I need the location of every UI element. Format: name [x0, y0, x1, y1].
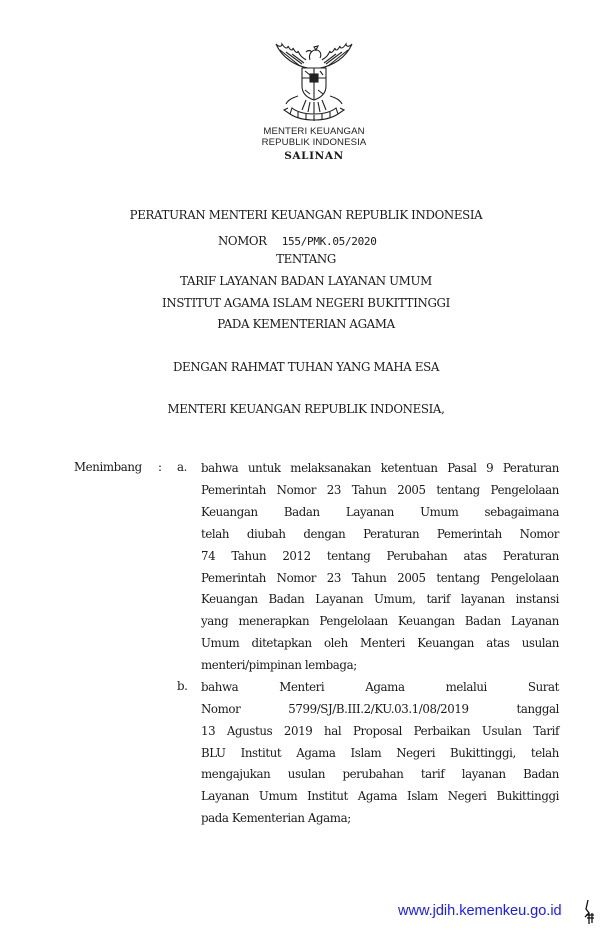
consideration-b-line: mengajukan usulan perubahan tarif layanan Badan — [201, 767, 559, 781]
menimbang-colon: : — [158, 460, 162, 474]
item-marker-b: b. — [177, 679, 188, 693]
consideration-a-line: Umum ditetapkan oleh Menteri Keuangan atas usulan — [201, 636, 559, 650]
issuer: MENTERI KEUANGAN REPUBLIK INDONESIA, — [167, 402, 445, 416]
jdih-website-link[interactable]: www.jdih.kemenkeu.go.id — [398, 903, 562, 919]
subject-line-1: TARIF LAYANAN BADAN LAYANAN UMUM — [180, 274, 432, 288]
consideration-b-line: 13 Agustus 2019 hal Proposal Perbaikan Usulan Tarif — [201, 724, 559, 738]
consideration-b-line: bahwa Menteri Agama melalui Surat — [201, 680, 559, 694]
tentang-heading: TENTANG — [276, 252, 336, 266]
salinan-stamp: SALINAN — [284, 150, 344, 162]
garuda-emblem-icon — [268, 38, 360, 126]
consideration-a-line: yang menerapkan Pengelolaan Keuangan Badan Layanan — [201, 614, 559, 628]
consideration-a-line: Keuangan Badan Layanan Umum sebagaimana — [201, 505, 559, 519]
office-name-line1: MENTERI KEUANGAN — [263, 126, 365, 137]
consideration-b-line: Layanan Umum Institut Agama Islam Negeri Bukittinggi — [201, 789, 559, 803]
consideration-a-line: Pemerintah Nomor 23 Tahun 2005 tentang Pengelolaan — [201, 483, 559, 497]
subject-line-3: PADA KEMENTERIAN AGAMA — [217, 317, 395, 331]
consideration-a-line: Keuangan Badan Layanan Umum, tarif layanan instansi — [201, 592, 559, 606]
regulation-title: PERATURAN MENTERI KEUANGAN REPUBLIK INDONESIA — [129, 208, 483, 222]
consideration-a-line: bahwa untuk melaksanakan ketentuan Pasal 9 Peraturan — [201, 461, 559, 475]
item-marker-a: a. — [177, 460, 187, 474]
subject-line-2: INSTITUT AGAMA ISLAM NEGERI BUKITTINGGI — [162, 296, 450, 310]
consideration-a-line: telah diubah dengan Peraturan Pemerintah Nomor — [201, 527, 559, 541]
consideration-b-line: pada Kementerian Agama; — [201, 811, 351, 825]
consideration-a-line: menteri/pimpinan lembaga; — [201, 658, 357, 672]
consideration-b-line: Nomor 5799/SJ/B.III.2/KU.03.1/08/2019 tanggal — [201, 702, 559, 716]
invocation: DENGAN RAHMAT TUHAN YANG MAHA ESA — [172, 360, 440, 374]
regulation-number — [218, 230, 377, 249]
nomor-value: 155/PMK.05/2020 — [281, 235, 377, 248]
initial-signature-icon — [582, 899, 598, 925]
consideration-b-line: BLU Institut Agama Islam Negeri Bukittinggi, telah — [201, 746, 559, 760]
office-name-line2: REPUBLIK INDONESIA — [261, 137, 367, 148]
nomor-label: NOMOR — [218, 234, 267, 248]
consideration-a-line: Pemerintah Nomor 23 Tahun 2005 tentang Pengelolaan — [201, 571, 559, 585]
consideration-a-line: 74 Tahun 2012 tentang Perubahan atas Peraturan — [201, 549, 559, 563]
menimbang-label: Menimbang — [74, 460, 142, 474]
